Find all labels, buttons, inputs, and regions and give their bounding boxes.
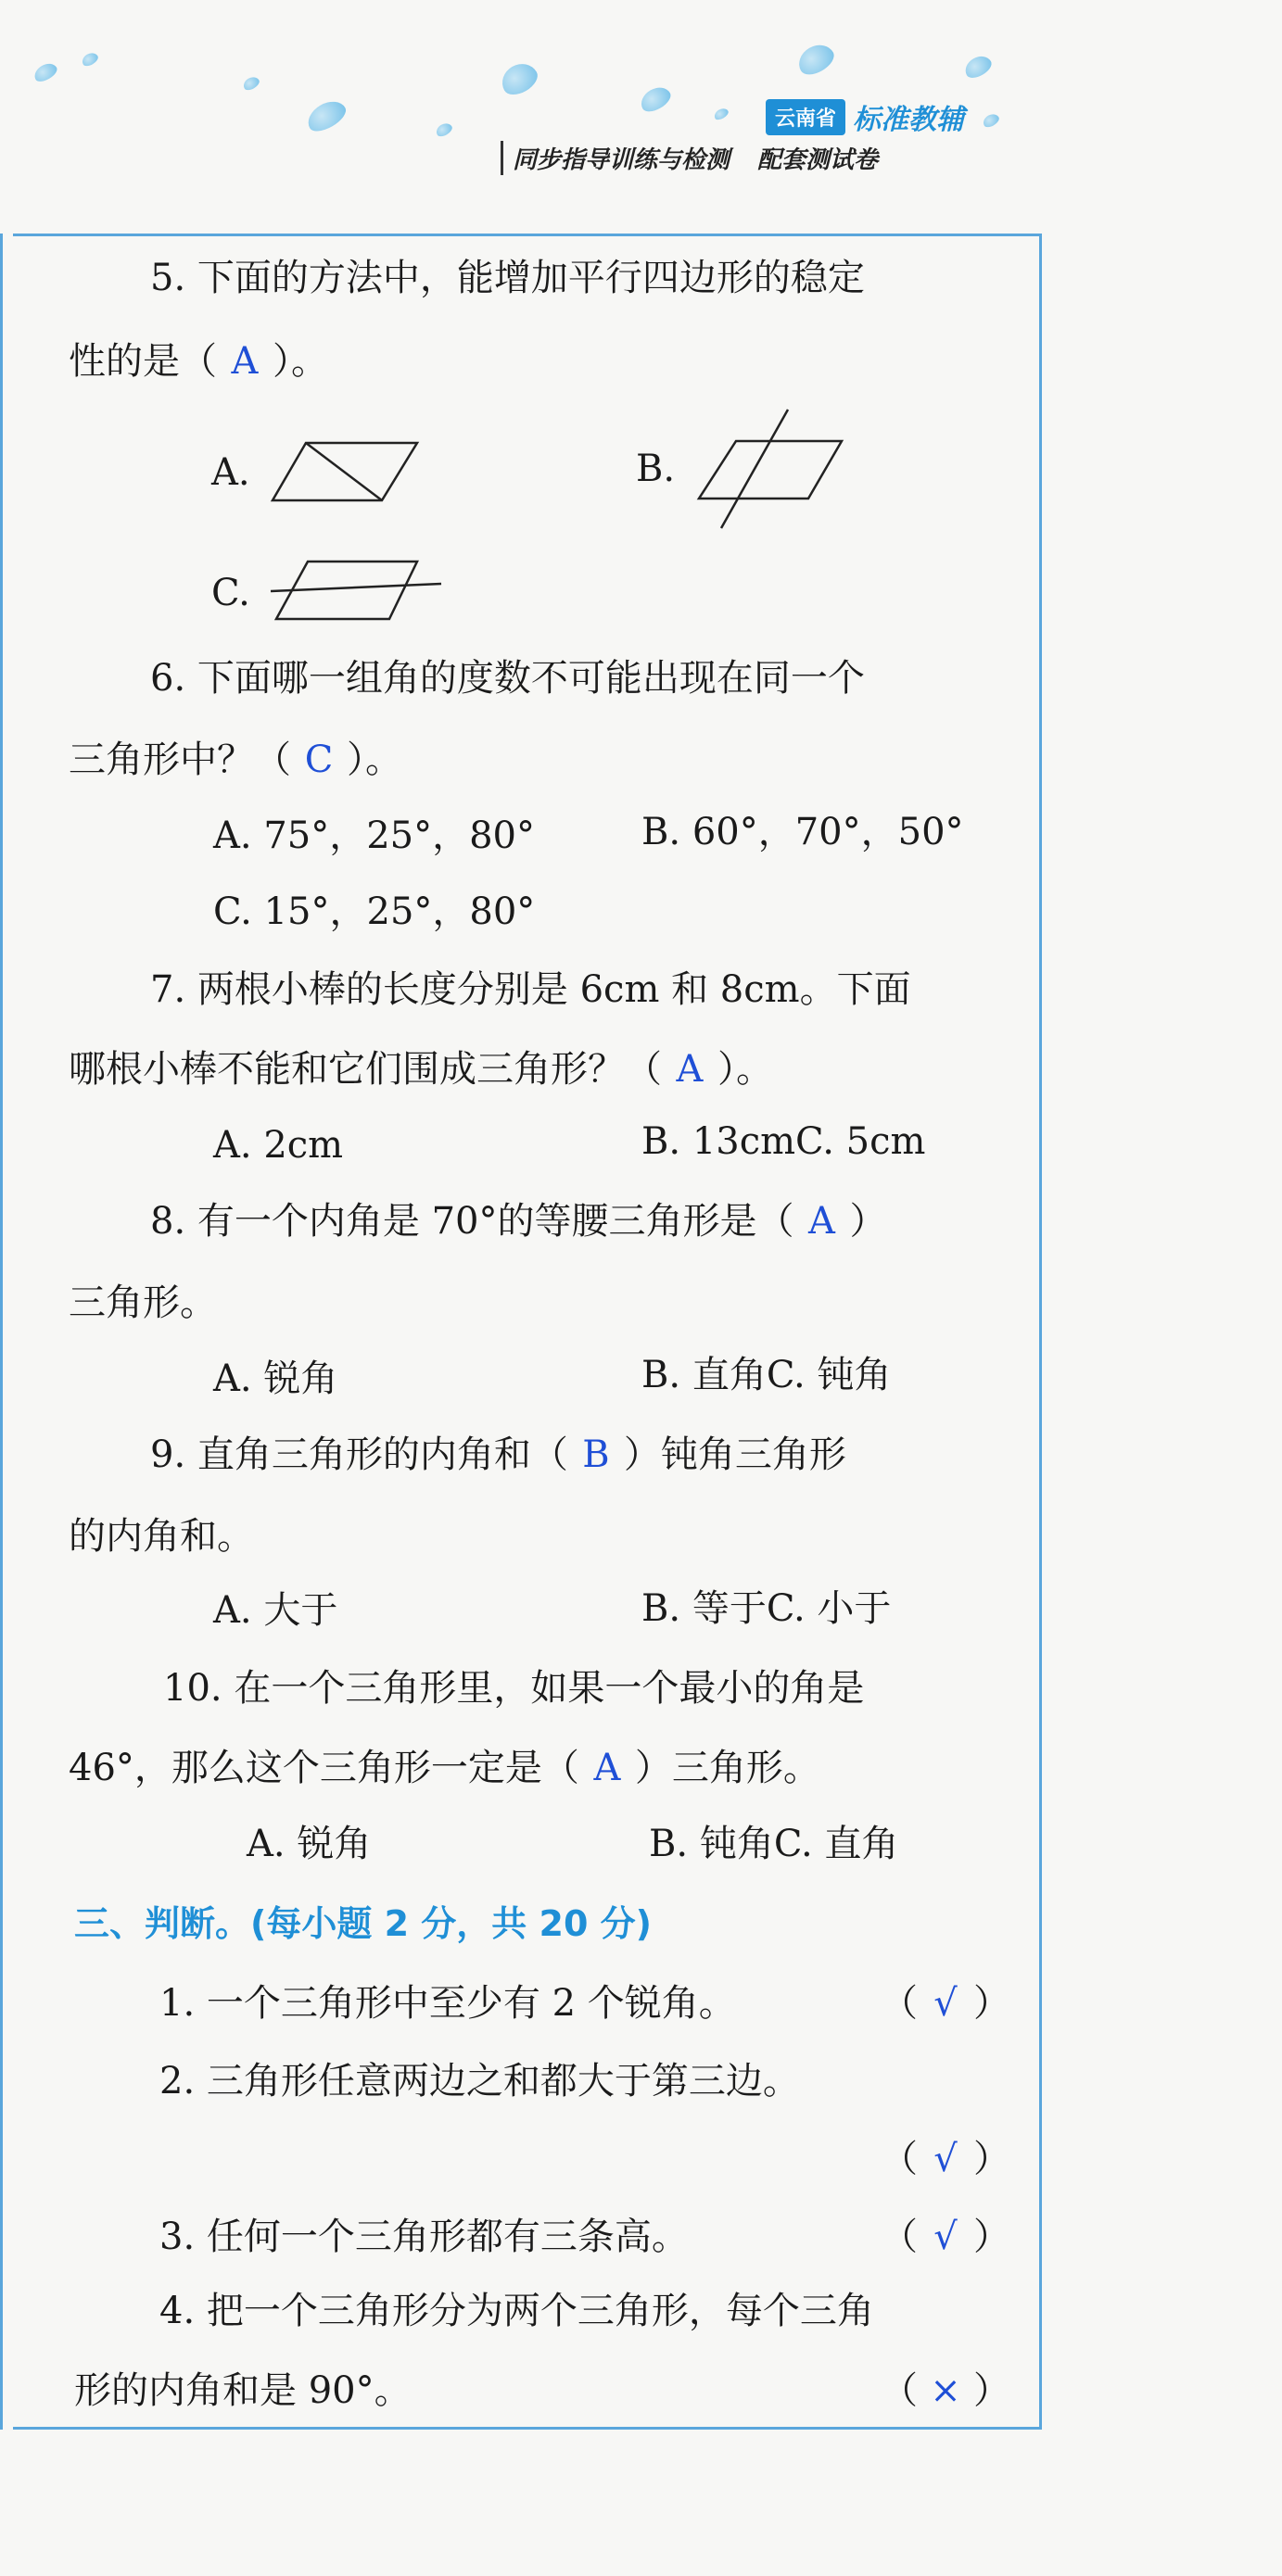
q7-stem: 哪根小棒不能和它们围成三角形？（: [69, 1048, 662, 1091]
q10-option-bc: B. 钝角C. 直角: [649, 1823, 899, 1865]
judge-item-3-answer: √: [933, 2216, 958, 2258]
leaf-decoration-icon: [241, 74, 261, 92]
section-3-title: 三、判断。(每小题 2 分，共 20 分): [74, 1903, 652, 1944]
judge-item-1-answer: √: [933, 1982, 958, 2025]
q6-option-c: C. 15°，25°，80°: [213, 890, 536, 933]
left-border: [0, 234, 3, 2430]
judge-item-3-mark: （ √ ）: [881, 2211, 1010, 2263]
q5-answer: A: [231, 340, 259, 383]
leaf-decoration-icon: [793, 39, 839, 80]
q8-line1: [150, 1195, 887, 1247]
q7-stem-end: ）。: [717, 1048, 773, 1091]
q9-stem: 9. 直角三角形的内角和（: [150, 1433, 568, 1476]
leaf-decoration-icon: [961, 52, 995, 82]
q8-option-a: A. 锐角: [213, 1357, 338, 1400]
brand-logo: [766, 98, 964, 135]
judge-item-1-mark: （ √ ）: [881, 1977, 1010, 2029]
page-header: [0, 0, 1282, 195]
q10-option-a: A. 锐角: [247, 1823, 372, 1865]
q5-option-c-figure: [269, 554, 445, 628]
q8-answer: A: [808, 1200, 835, 1243]
judge-item-1: 1. 一个三角形中至少有 2 个锐角。: [159, 1982, 736, 2025]
q6-stem-end: ）。: [347, 739, 402, 781]
q10-line2: [69, 1742, 820, 1794]
leaf-decoration-icon: [637, 82, 674, 116]
q5-option-b-label: B.: [636, 448, 676, 490]
q9-answer: B: [582, 1433, 610, 1476]
series-subtitle: [501, 141, 878, 175]
q9-line1: [150, 1429, 846, 1481]
q8-line2: 三角形。: [69, 1282, 217, 1324]
q7-answer: A: [676, 1048, 704, 1091]
q8-stem: 8. 有一个内角是 70°的等腰三角形是（: [150, 1200, 794, 1243]
q9-stem-end: ）钝角三角形: [623, 1433, 846, 1476]
leaf-decoration-icon: [434, 120, 454, 138]
judge-item-4-line2: 形的内角和是 90°。: [74, 2369, 412, 2412]
q5-option-b-figure: [693, 408, 851, 537]
subtitle-part-2: 配套测试卷: [757, 146, 879, 174]
judge-item-4-answer: ×: [930, 2369, 961, 2412]
judge-item-2-answer: √: [933, 2138, 958, 2180]
leaf-decoration-icon: [713, 107, 730, 122]
q5-line1: 5. 下面的方法中，能增加平行四边形的稳定: [150, 257, 865, 299]
q6-line1: 6. 下面哪一组角的度数不可能出现在同一个: [150, 657, 865, 700]
q7-line2: [69, 1043, 773, 1095]
q8-stem-end: ）: [849, 1200, 887, 1243]
leaf-decoration-icon: [496, 57, 542, 100]
q5-option-c-label: C.: [211, 572, 250, 614]
leaf-decoration-icon: [32, 60, 60, 85]
q6-option-b: B. 60°，70°，50°: [641, 811, 964, 853]
leaf-decoration-icon: [981, 111, 1001, 129]
judge-item-2-mark: （ √ ）: [881, 2133, 1010, 2185]
q5-line2: [69, 335, 328, 387]
q6-line2: [69, 734, 402, 786]
q10-stem: 46°，那么这个三角形一定是（: [69, 1747, 579, 1789]
q9-option-bc: B. 等于C. 小于: [641, 1587, 892, 1630]
subtitle-part-1: 同步指导训练与检测: [513, 146, 730, 174]
judge-item-2: 2. 三角形任意两边之和都大于第三边。: [159, 2060, 800, 2102]
q10-answer: A: [593, 1747, 621, 1789]
leaf-decoration-icon: [302, 95, 349, 137]
q5-stem: 性的是（: [69, 340, 217, 383]
q10-stem-end: ）三角形。: [634, 1747, 820, 1789]
judge-item-3: 3. 任何一个三角形都有三条高。: [159, 2216, 689, 2258]
q7-line1: 7. 两根小棒的长度分别是 6cm 和 8cm。下面: [150, 968, 911, 1011]
q6-stem: 三角形中？（: [69, 739, 291, 781]
brand-tag: 云南省: [766, 99, 845, 135]
q10-line1: 10. 在一个三角形里，如果一个最小的角是: [163, 1667, 865, 1710]
q7-option-a: A. 2cm: [213, 1124, 344, 1167]
q5-option-a-figure: [269, 436, 426, 510]
brand-name: 标准教辅: [853, 104, 965, 136]
q5-option-a-label: A.: [211, 451, 250, 494]
q7-option-bc: B. 13cmC. 5cm: [641, 1120, 926, 1163]
judge-item-4-line1: 4. 把一个三角形分为两个三角形，每个三角: [159, 2290, 874, 2332]
q9-option-a: A. 大于: [213, 1589, 338, 1632]
q5-stem-end: ）。: [273, 340, 328, 383]
q6-option-a: A. 75°，25°，80°: [213, 814, 536, 857]
judge-item-4-mark: （ × ）: [881, 2365, 1010, 2417]
q6-answer: C: [304, 739, 334, 781]
leaf-decoration-icon: [80, 50, 100, 68]
q9-line2: 的内角和。: [69, 1515, 254, 1558]
q8-option-bc: B. 直角C. 钝角: [641, 1354, 892, 1396]
